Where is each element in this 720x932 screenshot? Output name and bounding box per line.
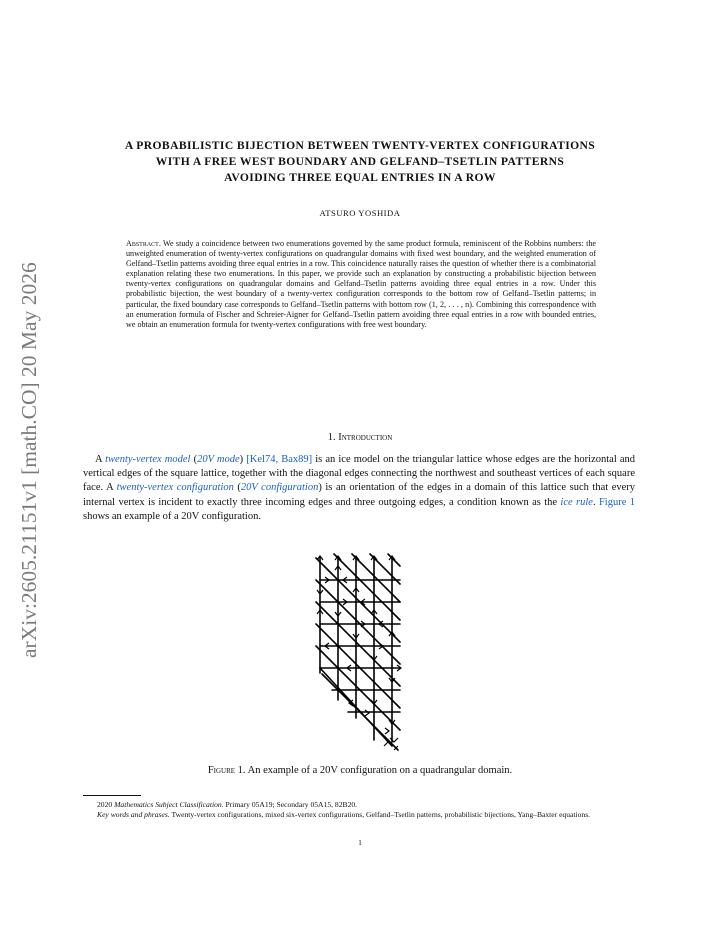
footnotes [83,800,635,820]
section-title: Introduction [338,432,393,443]
lattice-diagonal-6 [316,580,400,664]
lattice-diagonal-8 [316,624,400,708]
keywords-text: Twenty-vertex configurations, mixed six-vertex configurations, Gelfand–Tsetlin patterns, probabilistic bijections, Yang–Baxter equations. [169,810,591,819]
keywords-label: Key words and phrases. [97,810,170,819]
intro-text-6: ) is an orientation of the edges in a domain of this lattice such that every internal vertex is incident to exactly three incoming edges and three outgoing edges, a condition known as the [83,482,636,508]
title-line-1: A PROBABILISTIC BIJECTION BETWEEN TWENTY-VERTEX CONFIGURATIONS [124,139,596,152]
section-heading [0,432,720,443]
title-line-3: AVOIDING THREE EQUAL ENTRIES IN A ROW [224,171,496,184]
footnote-msc [83,800,635,810]
lattice-diagonal-9 [316,646,400,730]
page-number: 1 [358,838,362,847]
lattice-diagonal-5 [388,554,400,566]
arxiv-stamp [8,240,44,660]
arxiv-identifier [8,240,44,660]
figure-caption [0,765,720,776]
citation-link[interactable]: [Kel74, Bax89] [246,454,313,465]
link-20v-mode[interactable]: 20V mode [197,454,240,465]
figure-caption-text: An example of a 20V configuration on a quadrangular domain. [247,765,513,776]
msc-prefix: 2020 [97,800,115,809]
intro-text-5: ( [233,482,241,494]
title-line-2: WITH A FREE WEST BOUNDARY AND GELFAND–TSETLIN PATTERNS [155,155,565,168]
footnote-rule [83,795,141,796]
intro-text-3: ) [239,454,247,465]
abstract [126,239,596,330]
arxiv-id-text: arXiv:2605.21151v1 [math.CO] 20 May 2026 [17,262,41,658]
figure-20v-configuration [310,550,410,755]
intro-text-2: ( [190,454,198,465]
link-twenty-vertex-model[interactable]: twenty-vertex model [105,454,191,465]
intro-text-8: shows an example of a 20V configuration. [83,510,261,522]
intro-text-4: is an ice model on the triangular lattice whose edges are the horizontal and vertical edges of the square lattice, together with the diagonal edges connecting the northwest and southeast vertices of each square face. A [83,454,636,494]
intro-text-1: A [95,454,106,465]
abstract-label: Abstract. [126,239,161,248]
link-ice-rule[interactable]: ice rule [560,496,593,508]
author-name: ATSURO YOSHIDA [319,208,401,218]
msc-label: Mathematics Subject Classification. [114,800,224,809]
figure-label: Figure 1. [207,765,246,776]
link-figure-1[interactable]: Figure 1 [598,496,635,508]
link-20v-configuration[interactable]: 20V configuration [240,482,319,494]
section-number: 1. [327,432,336,443]
lattice-diagram [310,550,410,755]
paper-title [60,138,660,186]
intro-paragraph [83,453,635,524]
intro-text-7: . [592,496,599,508]
abstract-text: We study a coincidence between two enumerations governed by the same product formula, reminiscent of the Robbins numbers: the unweighted enumeration of twenty-vertex configurations on quadrangular domains with fixed west boundary, and the weighted enumeration of Gelfand–Tsetlin patterns avoiding three equal entries in a row. This coincidence naturally raises the question of whether there is a combinatorial explanation relating these two enumerations. In this paper, we provide such an explanation by constructing a probabilistic bijection between twenty-vertex configurations on quadrangular domains and Gelfand–Tsetlin patterns avoiding three equal entries in a row. Under this probabilistic bijection, the west boundary of a twenty-vertex configuration corresponds to the bottom row of Gelfand–Tsetlin patterns; in particular, the fixed boundary case corresponds to Gelfand–Tsetlin patterns with bottom row (1, 2, . . . , n). Combining this correspondence with an enumeration formula of Fischer and Schreier-Aigner for Gelfand–Tsetlin pattern avoiding three equal entries in a row with bounded entries, we obtain an enumeration formula for twenty-vertex configurations with free west boundary. [126,239,596,329]
msc-text: Primary 05A19; Secondary 05A15, 82B20. [223,800,358,809]
link-twenty-vertex-configuration[interactable]: twenty-vertex configuration [116,482,234,494]
footnote-keywords [83,810,635,820]
